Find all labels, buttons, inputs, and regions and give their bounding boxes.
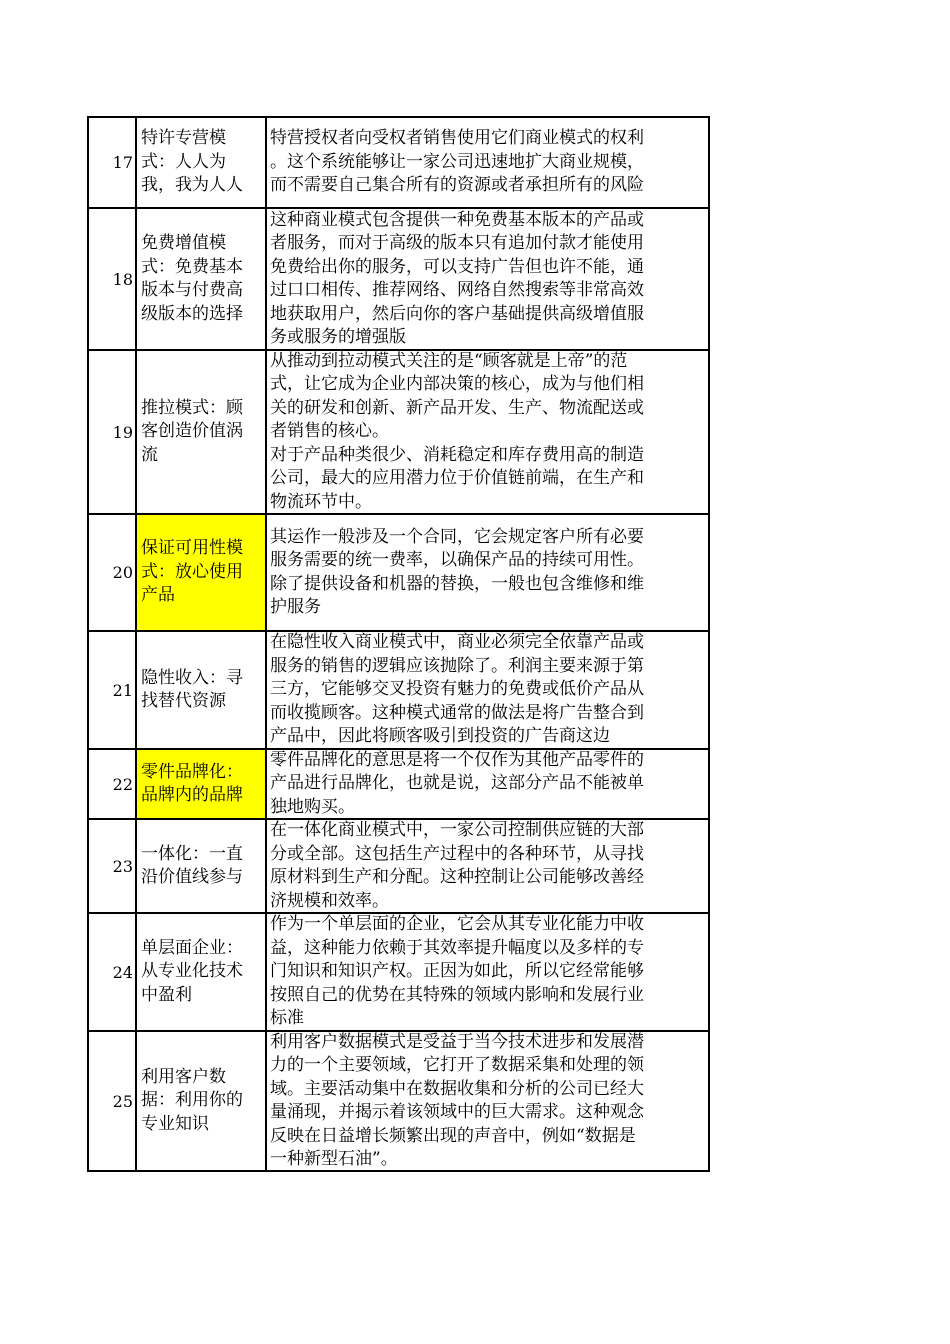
model-name-line: 免费增值模 — [141, 233, 226, 253]
model-name-line: 推拉模式：顾 — [141, 397, 243, 418]
model-name-highlighted — [137, 515, 267, 630]
row-number: 18 — [87, 209, 137, 349]
model-description — [267, 351, 710, 513]
description-line: 者销售的核心。 — [270, 421, 389, 442]
description-line: 过口口相传、推荐网络、网络自然搜索等非常高效 — [270, 280, 644, 300]
row-number: 24 — [87, 914, 137, 1030]
description-line: 一种新型石油”。 — [270, 1149, 398, 1169]
model-name-line: 中盈利 — [141, 984, 192, 1005]
row-number: 22 — [87, 750, 137, 818]
model-description — [267, 750, 710, 818]
model-name-line: 保证可用性模 — [141, 538, 243, 559]
description-line: 标准 — [270, 1008, 304, 1029]
description-line: 力的一个主要领域，它打开了数据采集和处理的领 — [270, 1055, 644, 1075]
row-number: 21 — [87, 632, 137, 748]
description-line: 量涌现，并揭示着该领域中的巨大需求。这种观念 — [270, 1102, 644, 1122]
model-name-line: 据：利用你的 — [141, 1090, 243, 1111]
description-line: 利用客户数据模式是受益于当今技术进步和发展潜 — [270, 1032, 644, 1052]
description-line: 零件品牌化的意思是将一个仅作为其他产品零件的 — [270, 750, 644, 770]
model-name-line: 特许专营模 — [141, 128, 226, 149]
model-name-line: 专业知识 — [141, 1113, 209, 1134]
description-line: 关的研发和创新、新产品开发、生产、物流配送或 — [270, 397, 644, 418]
model-name-line: 版本与付费高 — [141, 280, 243, 300]
description-line: 域。主要活动集中在数据收集和分析的公司已经大 — [270, 1078, 644, 1099]
model-name-line: 式：放心使用 — [141, 561, 243, 582]
business-model-table — [87, 116, 710, 1172]
description-line: 公司，最大的应用潜力位于价值链前端，在生产和 — [270, 468, 644, 489]
model-description — [267, 515, 710, 630]
description-line: 分或全部。这包括生产过程中的各种环节，从寻找 — [270, 843, 644, 864]
description-line: 从推动到拉动模式关注的是“顾客就是上帝”的范 — [270, 351, 628, 371]
description-line: 特营授权者向受权者销售使用它们商业模式的权利 — [270, 128, 644, 149]
description-line: 三方，它能够交叉投资有魅力的免费或低价产品从 — [270, 679, 644, 700]
description-line: 益，这种能力依赖于其效率提升幅度以及多样的专 — [270, 937, 644, 958]
description-line: 。这个系统能够让一家公司迅速地扩大商业规模， — [270, 151, 644, 172]
description-line: 对于产品种类很少、消耗稳定和库存费用高的制造 — [270, 444, 644, 465]
description-line: 服务需要的统一费率，以确保产品的持续可用性。 — [270, 550, 644, 570]
description-line: 服务的销售的逻辑应该抛除了。利润主要来源于第 — [270, 655, 644, 676]
table-row — [87, 1032, 710, 1172]
model-name — [137, 118, 267, 207]
model-name-line: 沿价值线参与 — [141, 867, 243, 887]
model-name-line: 客创造价值涡 — [141, 421, 243, 442]
description-line: 原材料到生产和分配。这种控制让公司能够改善经 — [270, 867, 644, 887]
model-name-line: 级版本的选择 — [141, 303, 243, 324]
model-name-line: 我，我为人人 — [141, 175, 243, 196]
model-name — [137, 351, 267, 513]
model-description — [267, 820, 710, 912]
table-row — [87, 116, 710, 209]
model-name — [137, 209, 267, 349]
description-line: 产品中，因此将顾客吸引到投资的广告商这边 — [270, 726, 610, 747]
model-description — [267, 1032, 710, 1170]
table-row — [87, 820, 710, 914]
model-name-line: 找替代资源 — [141, 691, 226, 711]
description-line: 在隐性收入商业模式中，商业必须完全依靠产品或 — [270, 632, 644, 653]
row-number: 17 — [87, 118, 137, 207]
model-name — [137, 820, 267, 912]
model-description — [267, 914, 710, 1030]
model-name-line: 流 — [141, 444, 158, 465]
description-line: 式，让它成为企业内部决策的核心，成为与他们相 — [270, 374, 644, 395]
model-name-line: 零件品牌化： — [141, 761, 243, 782]
description-line: 护服务 — [270, 597, 321, 617]
model-description — [267, 118, 710, 207]
table-row — [87, 914, 710, 1032]
row-number: 20 — [87, 515, 137, 630]
row-number: 19 — [87, 351, 137, 513]
model-description — [267, 209, 710, 349]
model-name-line: 一体化：一直 — [141, 843, 243, 864]
model-name-line: 品牌内的品牌 — [141, 785, 243, 805]
model-name-line: 隐性收入：寻 — [141, 667, 243, 688]
description-line: 而不需要自己集合所有的资源或者承担所有的风险 — [270, 175, 644, 196]
description-line: 作为一个单层面的企业，它会从其专业化能力中收 — [270, 914, 644, 935]
description-line: 济规模和效率。 — [270, 890, 389, 911]
table-row — [87, 632, 710, 750]
table-row — [87, 209, 710, 351]
description-line: 其运作一般涉及一个合同，它会规定客户所有必要 — [270, 526, 644, 547]
row-number: 23 — [87, 820, 137, 912]
model-name — [137, 632, 267, 748]
description-line: 门知识和知识产权。正因为如此，所以它经常能够 — [270, 961, 644, 982]
description-line: 产品进行品牌化，也就是说，这部分产品不能被单 — [270, 773, 644, 794]
description-line: 者服务，而对于高级的版本只有追加付款才能使用 — [270, 233, 644, 253]
description-line: 按照自己的优势在其特殊的领域内影响和发展行业 — [270, 984, 644, 1005]
row-number: 25 — [87, 1032, 137, 1170]
model-name-line: 式：免费基本 — [141, 256, 243, 277]
model-name-highlighted — [137, 750, 267, 818]
description-line: 免费给出你的服务，可以支持广告但也许不能，通 — [270, 256, 644, 277]
description-line: 反映在日益增长频繁出现的声音中，例如“数据是 — [270, 1125, 636, 1146]
model-description — [267, 632, 710, 748]
description-line: 这种商业模式包含提供一种免费基本版本的产品或 — [270, 209, 644, 230]
description-line: 而收揽顾客。这种模式通常的做法是将广告整合到 — [270, 702, 644, 723]
description-line: 独地购买。 — [270, 796, 355, 817]
model-name-line: 式：人人为 — [141, 151, 226, 172]
description-line: 物流环节中。 — [270, 491, 372, 512]
table-row — [87, 750, 710, 820]
table-row — [87, 351, 710, 515]
model-name-line: 利用客户数 — [141, 1066, 226, 1087]
description-line: 地获取用户，然后向你的客户基础提供高级增值服 — [270, 303, 644, 324]
description-line: 在一体化商业模式中，一家公司控制供应链的大部 — [270, 820, 644, 840]
model-name-line: 产品 — [141, 585, 175, 606]
model-name-line: 从专业化技术 — [141, 961, 243, 982]
model-name — [137, 914, 267, 1030]
description-line: 除了提供设备和机器的替换，一般也包含维修和维 — [270, 573, 644, 594]
table-row — [87, 515, 710, 632]
description-line: 务或服务的增强版 — [270, 327, 406, 347]
model-name — [137, 1032, 267, 1170]
model-name-line: 单层面企业： — [141, 937, 243, 958]
